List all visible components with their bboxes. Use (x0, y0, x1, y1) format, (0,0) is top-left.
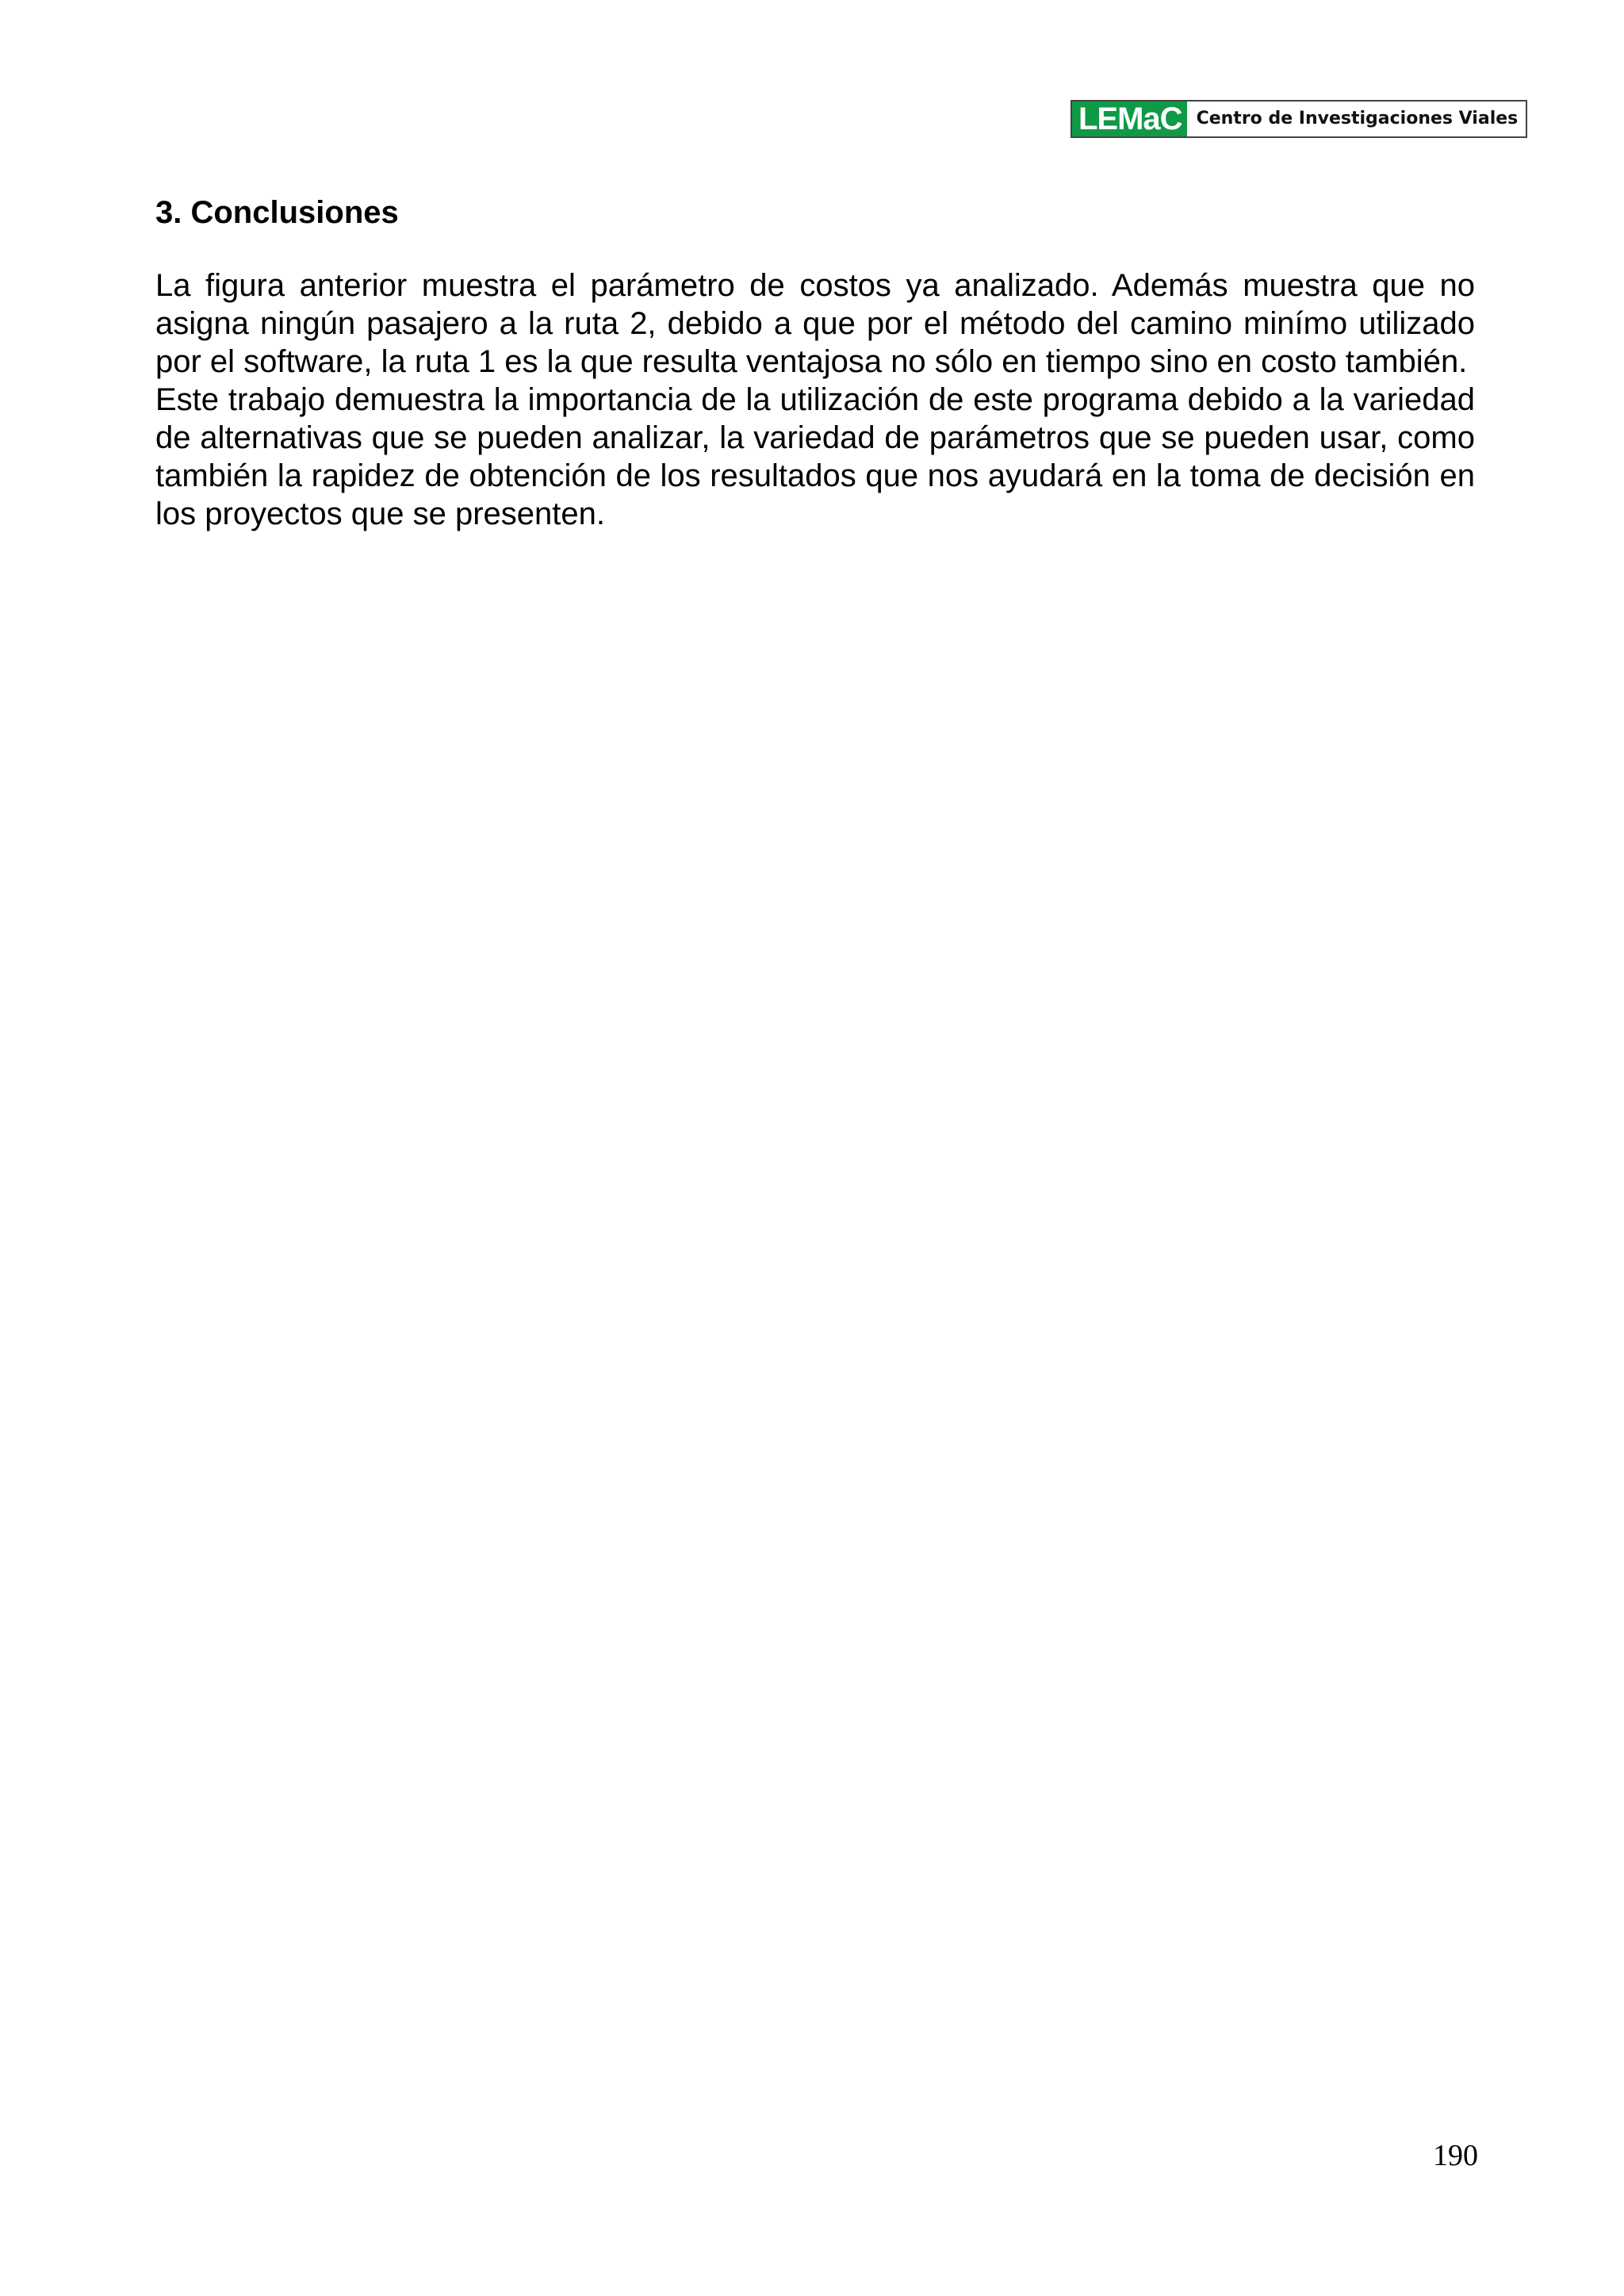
section-heading: 3. Conclusiones (155, 195, 399, 230)
section-body (155, 266, 1475, 533)
logo-mark: LEMaC (1072, 102, 1187, 136)
paragraph-2: Este trabajo demuestra la importancia de la utilización de este programa debido a la variedad de alternativas que se pueden analizar, la variedad de parámetros que se pueden usar, como también la rapidez de obtención de los resultados que nos ayudará en la toma de decisión en los proyectos que se presenten. (155, 382, 1475, 531)
page-number: 190 (1433, 2139, 1478, 2172)
lemac-logo (1071, 100, 1527, 138)
logo-text: Centro de Investigaciones Viales (1196, 109, 1519, 128)
paragraph-1: La figura anterior muestra el parámetro de costos ya analizado. Además muestra que no asigna ningún pasajero a la ruta 2, debido a que por el método del camino minímo utilizado por el software, la ruta 1 es la que resulta ventajosa no sólo en tiempo sino en costo también. (155, 268, 1475, 379)
